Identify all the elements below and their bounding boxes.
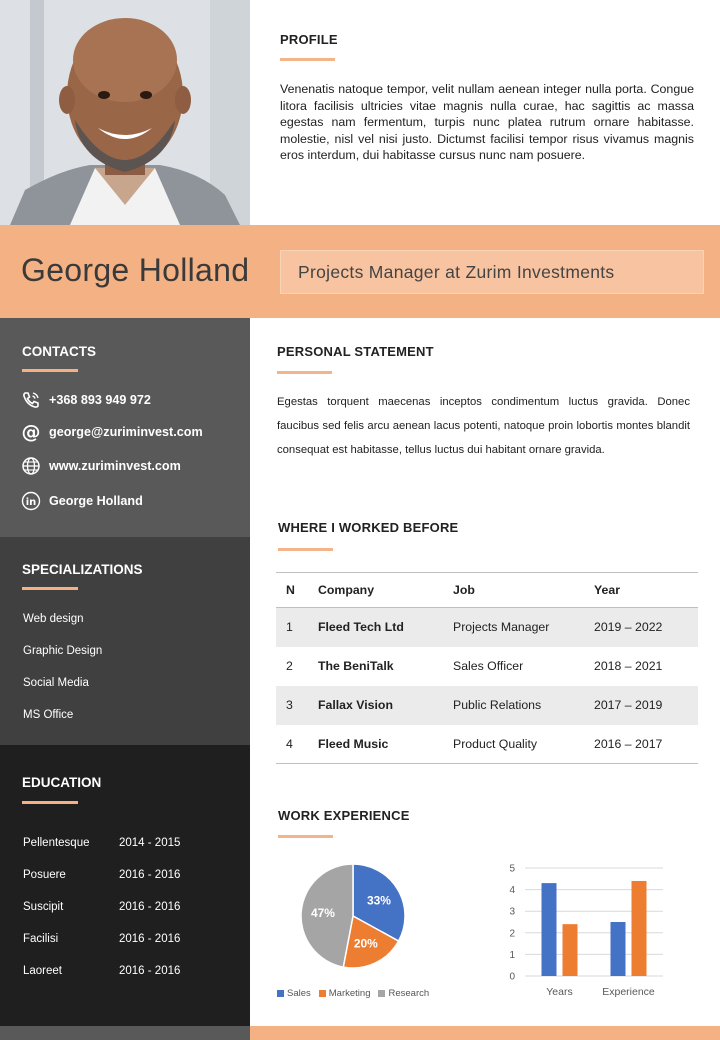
- education-name: Pellentesque: [23, 837, 90, 849]
- personal-statement-title: PERSONAL STATEMENT: [277, 344, 434, 359]
- pie-data-label: 33%: [366, 893, 391, 908]
- work-history-header: [278, 520, 698, 551]
- cell-company: Fleed Tech Ltd: [318, 608, 453, 647]
- globe-icon: [21, 456, 41, 476]
- sidebar-footer: [0, 1026, 250, 1040]
- cell-year: 2016 – 2017: [594, 725, 698, 764]
- education-name: Laoreet: [23, 965, 63, 977]
- legend-item-sales: [277, 988, 311, 999]
- specialization-item: Social Media: [23, 677, 89, 689]
- specializations-panel: [0, 537, 250, 745]
- bar: [611, 922, 626, 976]
- contact-linkedin[interactable]: [21, 491, 143, 511]
- at-icon: [21, 422, 41, 442]
- work-history-underline: [278, 548, 333, 551]
- education-name: Suscipit: [23, 901, 64, 913]
- specialization-item: MS Office: [23, 709, 74, 721]
- profile-underline: [280, 58, 335, 61]
- cell-year: 2018 – 2021: [594, 659, 663, 673]
- cell-job: Public Relations: [453, 686, 594, 725]
- work-history-title: WHERE I WORKED BEFORE: [278, 520, 459, 535]
- contact-email-text: george@zuriminvest.com: [49, 425, 203, 439]
- linkedin-icon: [21, 491, 41, 511]
- contacts-underline: [22, 369, 78, 372]
- profile-photo: [0, 0, 250, 225]
- profile-text: Venenatis natoque tempor, velit nullam aenean integer nulla porta. Congue litora facilisis ultricies vitae magnis nulla curae, hac sagittis ac massa egestas nam fermentum, turpis nunc platea rutrum ornare habitasse. molestie, nisl vel nisi justo. Dictumst facilisi tempor risus vivamus magnis eros interdum, dui habitasse cursus nunc nam posuere.: [280, 82, 694, 162]
- cell-job: Projects Manager: [453, 608, 594, 647]
- cell-n: 4: [276, 725, 318, 764]
- table-row: [276, 647, 698, 686]
- legend-label: Research: [388, 988, 430, 999]
- contacts-panel: [0, 318, 250, 537]
- education-years: 2014 - 2015: [119, 837, 181, 849]
- table-row: [276, 608, 698, 647]
- y-tick-label: 5: [509, 863, 515, 875]
- job-title: Projects Manager at Zurim Investments: [298, 262, 615, 282]
- bar: [542, 883, 557, 976]
- contact-phone[interactable]: [21, 390, 151, 410]
- profile-section: [280, 32, 694, 164]
- header-job: Job: [453, 573, 594, 608]
- pie-legend: [277, 988, 429, 999]
- profile-title: PROFILE: [280, 32, 338, 47]
- education-years: 2016 - 2016: [119, 965, 181, 977]
- cell-job: Product Quality: [453, 725, 594, 764]
- specialization-item: Web design: [23, 613, 84, 625]
- header-n: N: [276, 573, 318, 608]
- cell-n: 2: [286, 659, 293, 673]
- person-name: George Holland: [21, 252, 250, 288]
- contact-email[interactable]: [21, 422, 203, 442]
- legend-item-research: [378, 988, 429, 999]
- education-item: [23, 837, 223, 849]
- pie-chart: [288, 856, 418, 976]
- work-experience-header: [278, 808, 698, 838]
- specialization-item: Graphic Design: [23, 645, 103, 657]
- footer-accent-bar: [250, 1026, 720, 1040]
- y-tick-label: 1: [509, 949, 515, 961]
- cell-year: 2019 – 2022: [594, 608, 698, 647]
- education-underline: [22, 801, 78, 804]
- y-tick-label: 3: [509, 906, 515, 918]
- bar: [632, 881, 647, 976]
- legend-label: Marketing: [328, 988, 371, 999]
- education-name: Posuere: [23, 869, 66, 881]
- contact-website[interactable]: [21, 456, 181, 476]
- x-category-label: Experience: [602, 986, 655, 998]
- contact-phone-text: +368 893 949 972: [49, 393, 151, 407]
- work-experience-underline: [278, 835, 333, 838]
- bar-chart: [495, 858, 675, 998]
- education-panel: [0, 745, 250, 1026]
- legend-swatch: [319, 990, 326, 997]
- table-row: [276, 725, 698, 764]
- pie-data-label: 47%: [310, 906, 335, 921]
- cell-n: 1: [276, 608, 318, 647]
- contact-website-text: www.zuriminvest.com: [49, 459, 181, 473]
- y-tick-label: 2: [509, 928, 515, 940]
- education-item: [23, 869, 223, 881]
- education-item: [23, 965, 223, 977]
- contacts-title: CONTACTS: [22, 344, 96, 359]
- education-years: 2016 - 2016: [119, 933, 181, 945]
- education-name: Facilisi: [23, 933, 59, 945]
- education-item: [23, 901, 223, 913]
- legend-item-marketing: [319, 988, 371, 999]
- education-item: [23, 933, 223, 945]
- legend-swatch: [378, 990, 385, 997]
- cell-year: 2017 – 2019: [594, 686, 698, 725]
- cell-company: Fleed Music: [318, 725, 453, 764]
- job-title-box: [280, 250, 704, 294]
- pie-data-label: 20%: [353, 936, 378, 951]
- table-header-row: [276, 573, 698, 608]
- personal-statement-header: [277, 344, 697, 374]
- work-history-table: [276, 572, 698, 764]
- contact-linkedin-text: George Holland: [49, 494, 143, 508]
- legend-swatch: [277, 990, 284, 997]
- work-experience-title: WORK EXPERIENCE: [278, 808, 410, 823]
- header-year: Year: [594, 573, 698, 608]
- education-years: 2016 - 2016: [119, 869, 181, 881]
- y-tick-label: 0: [509, 971, 515, 983]
- y-tick-label: 4: [509, 885, 515, 897]
- table-row: [276, 686, 698, 725]
- cell-company: The BeniTalk: [318, 659, 394, 673]
- specializations-underline: [22, 587, 78, 590]
- cell-n: 3: [276, 686, 318, 725]
- svg-text:@: @: [21, 422, 41, 442]
- x-category-label: Years: [546, 986, 573, 998]
- cell-job: Sales Officer: [453, 659, 524, 673]
- header-company: Company: [318, 573, 453, 608]
- legend-label: Sales: [287, 988, 311, 999]
- svg-text:in: in: [25, 497, 37, 508]
- cell-company: Fallax Vision: [318, 686, 453, 725]
- phone-icon: [21, 390, 41, 410]
- specializations-title: SPECIALIZATIONS: [22, 562, 143, 577]
- personal-statement-text: Egestas torquent maecenas inceptos condimentum luctus gravida. Donec faucibus sed felis arcu aenean lacus potenti, natoque proin lobortis montes blandit consequat est habitasse, tellus luctus dui habitant ornare gravida.: [277, 396, 690, 456]
- bar: [563, 924, 578, 976]
- education-title: EDUCATION: [22, 775, 102, 790]
- personal-statement-underline: [277, 371, 332, 374]
- education-years: 2016 - 2016: [119, 901, 181, 913]
